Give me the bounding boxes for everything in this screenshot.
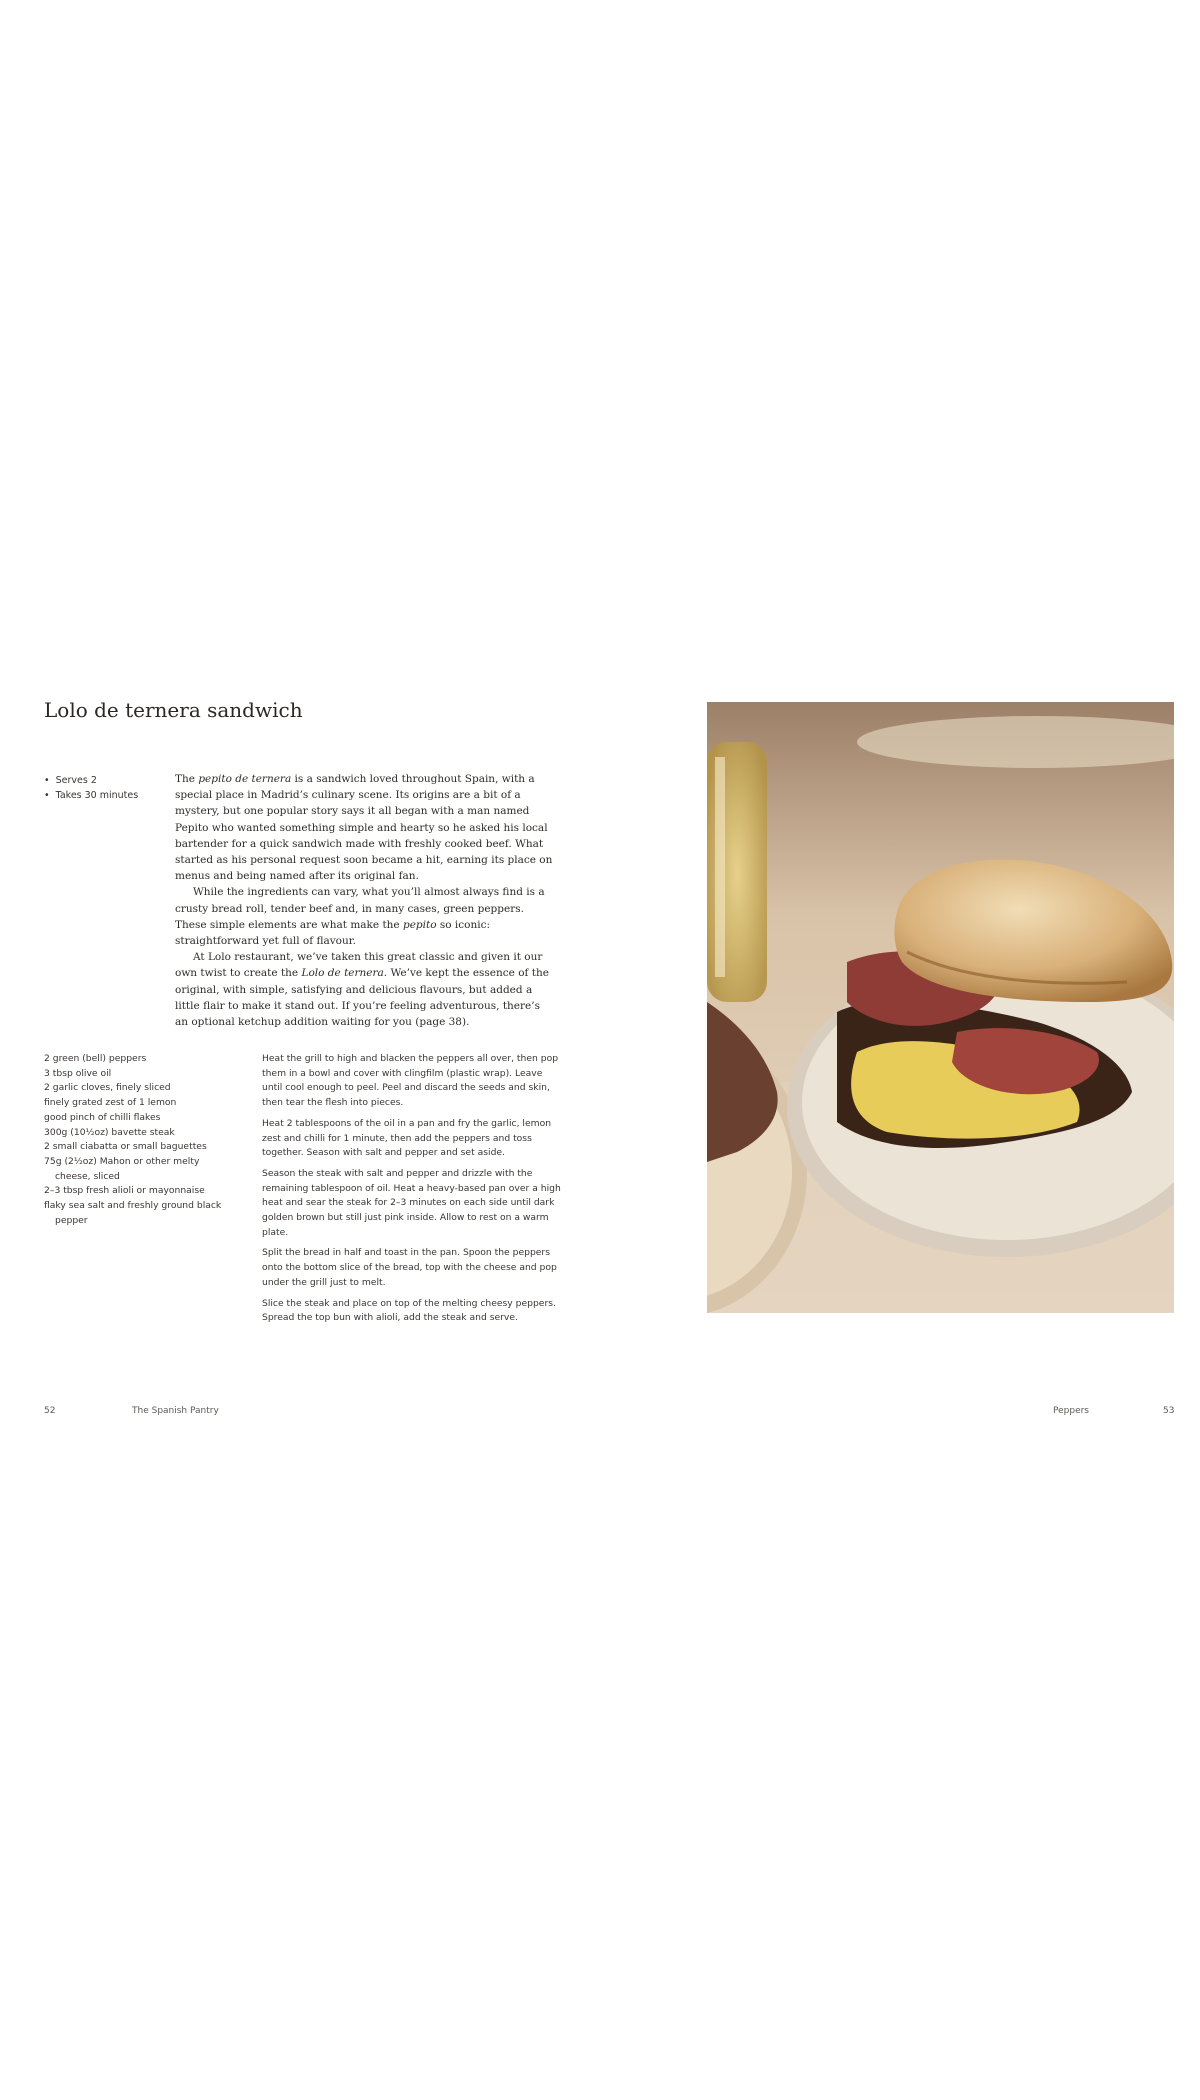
- ingredient-item: finely grated zest of 1 lemon: [44, 1097, 177, 1109]
- ingredient-item: good pinch of chilli flakes: [44, 1111, 161, 1123]
- method-step: Heat the grill to high and blacken the peppers all over, then pop them in a bowl and cover with clingfilm (plastic wrap). Leave until cool enough to peel. Peel and discard the seeds and skin, then tear the flesh into pieces.: [262, 1053, 559, 1109]
- dish-name-italic: pepito: [402, 918, 437, 931]
- ingredient-item: 2 garlic cloves, finely sliced: [44, 1082, 171, 1094]
- page-number-left: 52: [44, 1406, 56, 1416]
- serves-info: • Serves 2: [44, 773, 138, 788]
- running-head-right: Peppers: [1053, 1406, 1089, 1416]
- ingredient-item: 2 green (bell) peppers: [44, 1053, 147, 1064]
- method-step: Heat 2 tablespoons of the oil in a pan and fry the garlic, lemon zest and chilli for 1 minute, then add the peppers and toss together. Season with salt and pepper and set aside.: [262, 1117, 552, 1159]
- sandwich-illustration: [707, 702, 1174, 1313]
- method-step: Slice the steak and place on top of the melting cheesy peppers. Spread the top bun with alioli, add the steak and serve.: [262, 1297, 556, 1324]
- running-head-left: The Spanish Pantry: [132, 1406, 219, 1416]
- method-steps: [262, 1052, 562, 1332]
- ingredient-item: 2 small ciabatta or small baguettes: [44, 1141, 207, 1153]
- ingredient-item: flaky sea salt and freshly ground black pepper: [44, 1200, 222, 1226]
- sandwich-photo: [707, 702, 1174, 1313]
- ingredient-item: 300g (10½oz) bavette steak: [44, 1126, 175, 1138]
- ingredient-item: 75g (2½oz) Mahon or other melty cheese, sliced: [44, 1155, 200, 1182]
- ingredient-item: 2–3 tbsp fresh alioli or mayonnaise: [44, 1185, 205, 1197]
- intro-paragraph: At Lolo restaurant, we’ve taken this great classic and given it our own twist to create the Lolo de ternera. We’ve kept the essence of the original, with simple, satisfying and delicious flavours, but added a little flair to make it stand out. If you’re feeling adventurous, there’s an optional ketchup addition waiting for you (page 38).: [175, 951, 549, 1029]
- dish-name-italic: pepito de ternera: [198, 773, 292, 785]
- method-step: Season the steak with salt and pepper and drizzle with the remaining tablespoon of oil. Heat a heavy-based pan over a high heat and sear the steak for 2–3 minutes on each side until dark golden brown but still just pink inside. Allow to rest on a warm plate.: [262, 1167, 561, 1238]
- intro-text: [175, 771, 553, 1030]
- intro-paragraph: While the ingredients can vary, what you’ll almost always find is a crusty bread roll, tender beef and, in many cases, green peppers. These simple elements are what make the pepito so iconic: straightforward yet full of flavour.: [175, 886, 545, 948]
- ingredients-list: [44, 1052, 224, 1228]
- method-step: Split the bread in half and toast in the pan. Spoon the peppers onto the bottom slice of the bread, top with the cheese and pop under the grill just to melt.: [262, 1247, 557, 1288]
- dish-name-italic: Lolo de ternera: [301, 967, 384, 980]
- recipe-meta: [44, 773, 138, 803]
- intro-paragraph: The pepito de ternera is a sandwich loved throughout Spain, with a special place in Madrid’s culinary scene. Its origins are a bit of a mystery, but one popular story says it all began with a man named Pepito who wanted something simple and hearty so he asked his local bartender for a quick sandwich made with freshly cooked beef. What started as his personal request soon became a hit, earning its place on menus and being named after its original fan.: [175, 773, 553, 883]
- time-info: • Takes 30 minutes: [44, 788, 138, 803]
- ingredient-item: 3 tbsp olive oil: [44, 1067, 112, 1079]
- page-number-right: 53: [1163, 1406, 1175, 1416]
- recipe-title: Lolo de ternera sandwich: [44, 698, 303, 722]
